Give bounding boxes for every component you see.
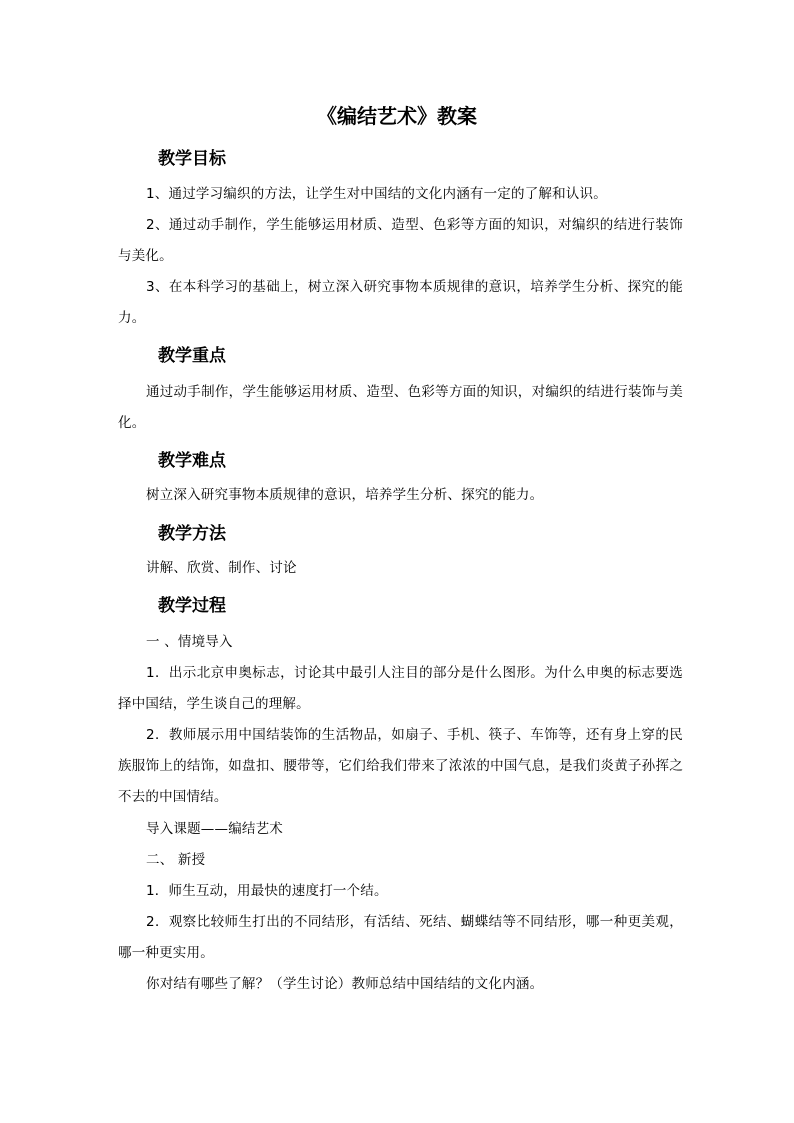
paragraph: 讲解、欣赏、制作、讨论: [146, 560, 297, 576]
paragraph: 1．出示北京申奥标志，讨论其中最引人注目的部分是什么图形。为什么申奥的标志要选择中国结，学生谈自己的理解。: [118, 665, 683, 712]
document-title: 《编结艺术》教案: [317, 104, 477, 128]
section-heading-methods: 教学方法: [158, 524, 226, 544]
paragraph: 一 、情境导入: [146, 634, 233, 650]
paragraph: 2、通过动手制作，学生能够运用材质、造型、色彩等方面的知识，对编织的结进行装饰与美化。: [118, 217, 683, 264]
paragraph: 你对结有哪些了解？（学生讨论）教师总结中国结结的文化内涵。: [146, 976, 544, 992]
paragraph: 2．教师展示用中国结装饰的生活物品，如扇子、手机、筷子、车饰等，还有身上穿的民族服饰上的结饰，如盘扣、腰带等，它们给我们带来了浓浓的中国气息，是我们炎黄子孙挥之不去的中国情结。: [118, 727, 683, 805]
paragraph: 导入课题——编结艺术: [146, 821, 283, 837]
section-heading-objectives: 教学目标: [158, 149, 226, 169]
paragraph: 2．观察比较师生打出的不同结形，有活结、死结、蝴蝶结等不同结形，哪一种更美观，哪一种更实用。: [118, 914, 683, 961]
paragraph: 通过动手制作，学生能够运用材质、造型、色彩等方面的知识，对编织的结进行装饰与美化。: [118, 384, 683, 431]
paragraph: 树立深入研究事物本质规律的意识，培养学生分析、探究的能力。: [146, 487, 544, 503]
section-heading-process: 教学过程: [158, 596, 226, 616]
paragraph: 1、通过学习编织的方法，让学生对中国结的文化内涵有一定的了解和认识。: [146, 186, 607, 202]
paragraph: 3、在本科学习的基础上，树立深入研究事物本质规律的意识，培养学生分析、探究的能力。: [118, 279, 683, 326]
paragraph: 二、 新授: [146, 852, 206, 868]
section-heading-difficulties: 教学难点: [158, 451, 226, 471]
section-heading-key-points: 教学重点: [158, 346, 226, 366]
paragraph: 1．师生互动，用最快的速度打一个结。: [146, 883, 388, 899]
